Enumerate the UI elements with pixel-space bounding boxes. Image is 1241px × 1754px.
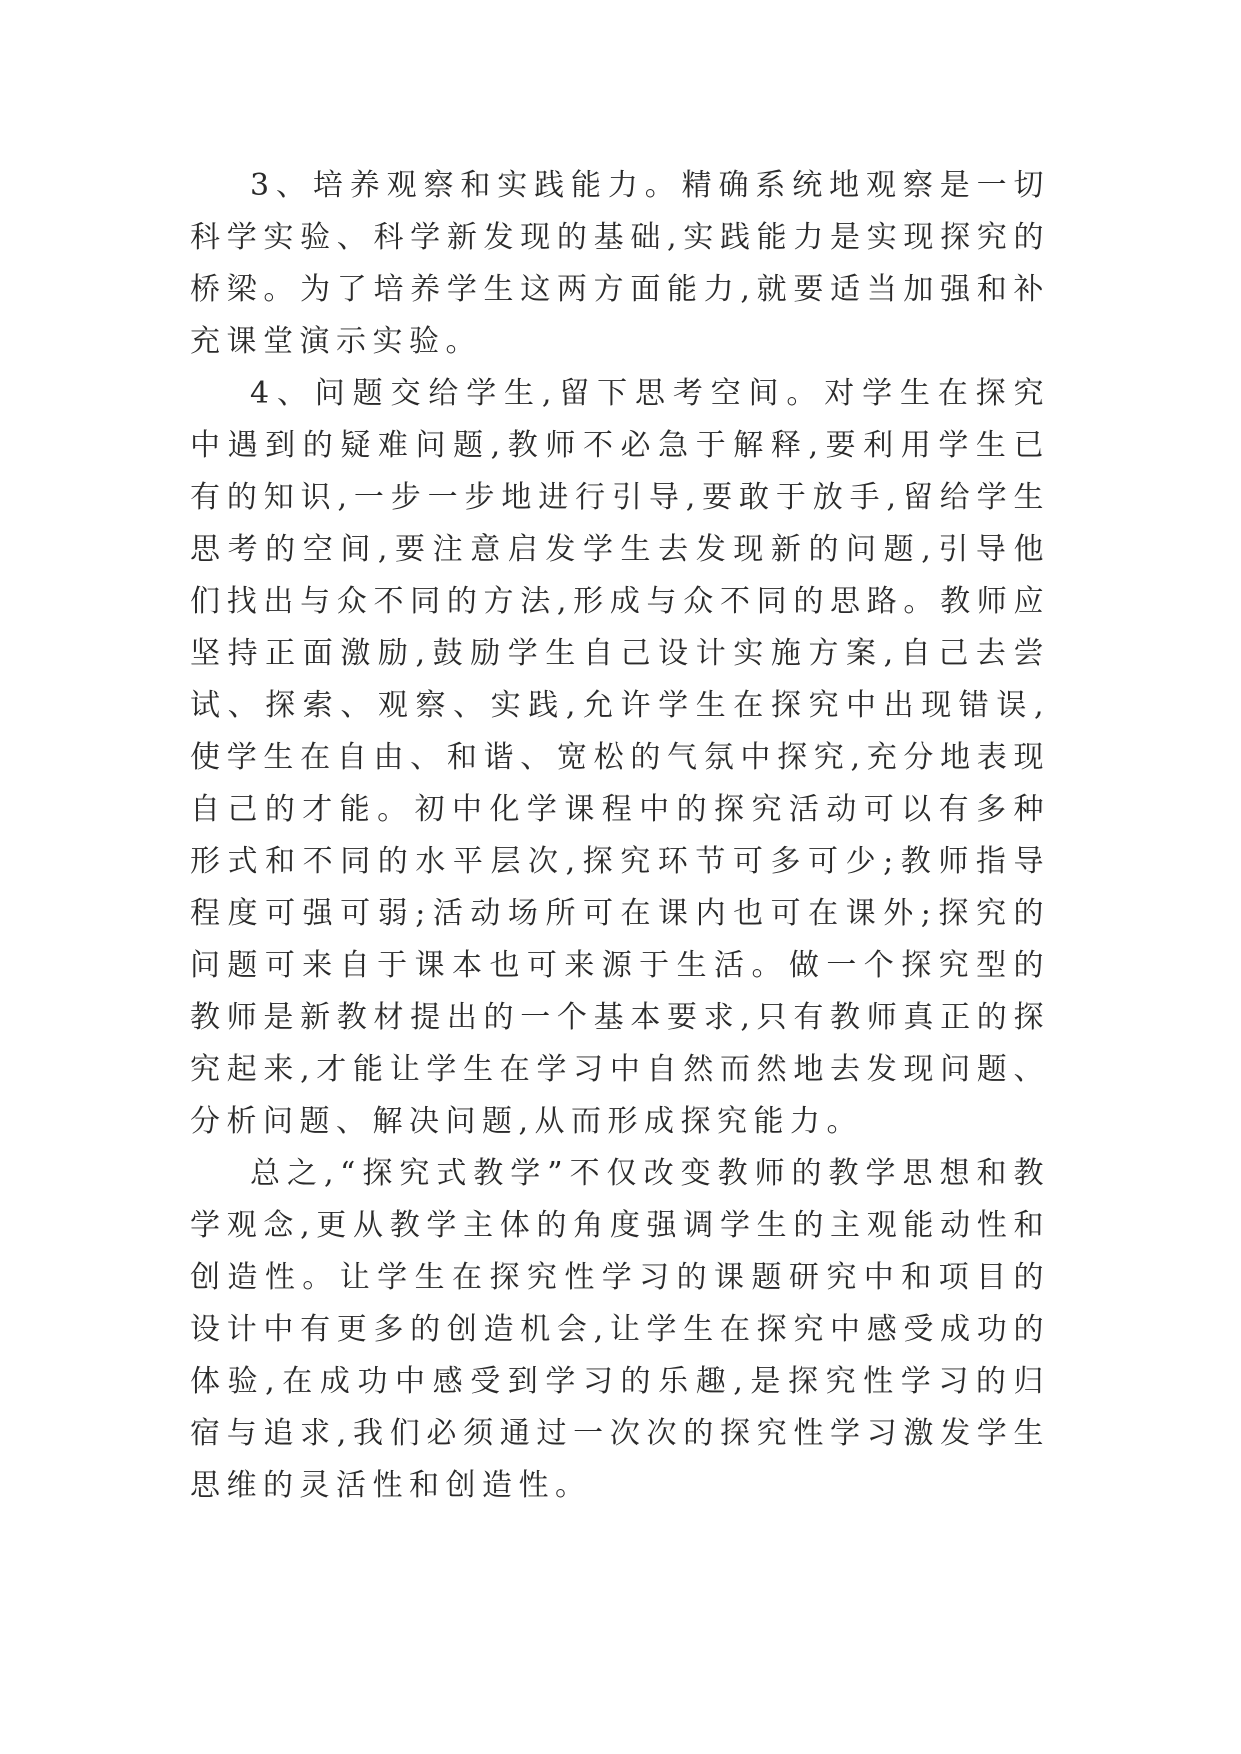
paragraph-conclusion: 总之,“探究式教学”不仅改变教师的教学思想和教学观念,更从教学主体的角度强调学生的主观能动性和创造性。让学生在探究性学习的课题研究中和项目的设计中有更多的创造机会,让学生在探究中感受成功的体验,在成功中感受到学习的乐趣,是探究性学习的归宿与追求,我们必须通过一次次的探究性学习激发学生思维的灵活性和创造性。 (190, 1156, 1050, 1503)
paragraph-cultivate-observation: 3、培养观察和实践能力。精确系统地观察是一切科学实验、科学新发现的基础,实践能力是实现探究的桥梁。为了培养学生这两方面能力,就要适当加强和补充课堂演示实验。 (190, 168, 1050, 359)
document-body (190, 160, 1050, 1512)
paragraph-questions-to-students: 4、问题交给学生,留下思考空间。对学生在探究中遇到的疑难问题,教师不必急于解释,要利用学生已有的知识,一步一步地进行引导,要敢于放手,留给学生思考的空间,要注意启发学生去发现新的问题,引导他们找出与众不同的方法,形成与众不同的思路。教师应坚持正面激励,鼓励学生自己设计实施方案,自己去尝试、探索、观察、实践,允许学生在探究中出现错误,使学生在自由、和谐、宽松的气氛中探究,充分地表现自己的才能。初中化学课程中的探究活动可以有多种形式和不同的水平层次,探究环节可多可少;教师指导程度可强可弱;活动场所可在课内也可在课外;探究的问题可来自于课本也可来源于生活。做一个探究型的教师是新教材提出的一个基本要求,只有教师真正的探究起来,才能让学生在学习中自然而然地去发现问题、分析问题、解决问题,从而形成探究能力。 (190, 376, 1050, 1139)
